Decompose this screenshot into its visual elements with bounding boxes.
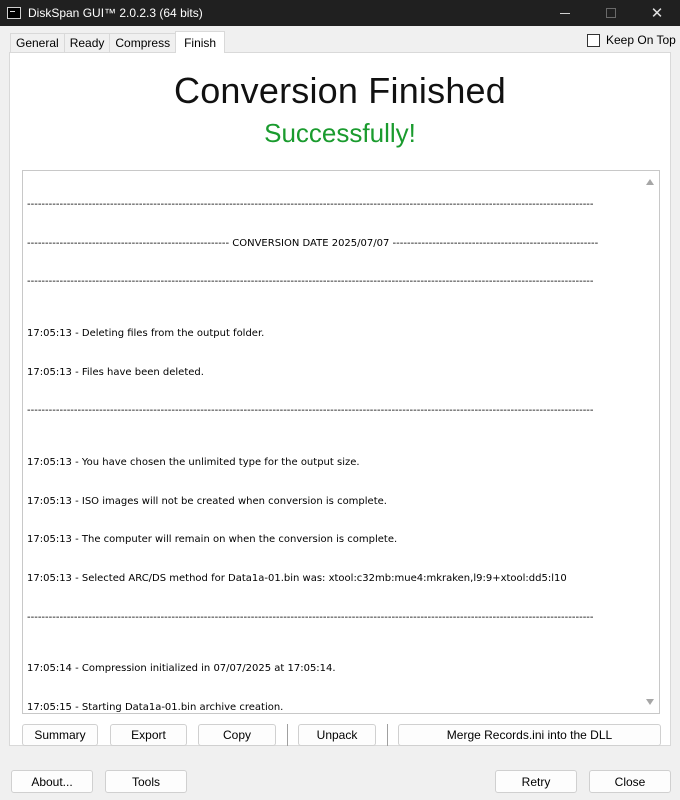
minimize-icon bbox=[560, 13, 570, 14]
merge-records-button[interactable]: Merge Records.ini into the DLL bbox=[398, 724, 661, 746]
log-line: 17:05:13 - Deleting files from the output folder. bbox=[27, 327, 265, 339]
close-icon: ✕ bbox=[650, 5, 664, 22]
log-line: 17:05:13 - Files have been deleted. bbox=[27, 366, 204, 378]
about-button[interactable]: About... bbox=[11, 770, 93, 793]
window-title: DiskSpan GUI™ 2.0.2.3 (64 bits) bbox=[28, 6, 203, 20]
maximize-icon bbox=[606, 8, 616, 18]
tab-bar bbox=[10, 32, 225, 53]
copy-button[interactable]: Copy bbox=[198, 724, 276, 746]
keep-on-top-toggle[interactable] bbox=[587, 33, 676, 47]
conversion-log[interactable] bbox=[22, 170, 660, 714]
log-line: 17:05:13 - You have chosen the unlimited type for the output size. bbox=[27, 456, 360, 468]
log-separator: ------------------------------------------------------------------------------------------------------------------------------------------------------------- bbox=[27, 198, 594, 210]
scroll-down-icon[interactable] bbox=[646, 699, 654, 705]
scroll-up-icon[interactable] bbox=[646, 179, 654, 185]
log-scrollbar[interactable] bbox=[642, 171, 659, 713]
log-separator: ------------------------------------------------------------------------------------------------------------------------------------------------------------- bbox=[27, 276, 594, 288]
maximize-button[interactable] bbox=[588, 0, 634, 26]
separator bbox=[287, 724, 288, 746]
summary-button[interactable]: Summary bbox=[22, 724, 98, 746]
keep-on-top-label: Keep On Top bbox=[606, 33, 676, 47]
close-window-button[interactable] bbox=[634, 0, 680, 26]
tab-general[interactable]: General bbox=[10, 33, 64, 53]
retry-button[interactable]: Retry bbox=[495, 770, 577, 793]
log-date-header: -------------------------------------------------------- CONVERSION DATE 2025/07/07 --------------------------------------------------------- bbox=[27, 237, 599, 249]
log-line: 17:05:13 - ISO images will not be created when conversion is complete. bbox=[27, 495, 387, 507]
log-line: 17:05:15 - Starting Data1a-01.bin archive creation. bbox=[27, 701, 284, 713]
page-title: Conversion Finished bbox=[174, 70, 506, 111]
log-separator: ------------------------------------------------------------------------------------------------------------------------------------------------------------- bbox=[27, 611, 594, 623]
tools-button[interactable]: Tools bbox=[105, 770, 187, 793]
terminal-icon bbox=[7, 7, 21, 19]
log-text bbox=[27, 173, 637, 714]
title-bar bbox=[0, 0, 680, 26]
log-line: 17:05:14 - Compression initialized in 07/07/2025 at 17:05:14. bbox=[27, 663, 336, 675]
tab-compress[interactable]: Compress bbox=[109, 33, 175, 53]
close-button[interactable]: Close bbox=[589, 770, 671, 793]
tab-ready[interactable]: Ready bbox=[64, 33, 110, 53]
success-subtitle: Successfully! bbox=[264, 118, 416, 148]
keep-on-top-checkbox[interactable] bbox=[587, 34, 600, 47]
unpack-button[interactable]: Unpack bbox=[298, 724, 376, 746]
tab-finish[interactable]: Finish bbox=[175, 31, 225, 53]
window-client bbox=[0, 26, 680, 800]
separator bbox=[387, 724, 388, 746]
log-line: 17:05:13 - The computer will remain on when the conversion is complete. bbox=[27, 534, 398, 546]
log-line: 17:05:13 - Selected ARC/DS method for Data1a-01.bin was: xtool:c32mb:mue4:mkraken,l9:9+xtool:dd5:l10 bbox=[27, 572, 567, 584]
log-separator: ------------------------------------------------------------------------------------------------------------------------------------------------------------- bbox=[27, 405, 594, 417]
minimize-button[interactable] bbox=[542, 0, 588, 26]
window-controls bbox=[542, 0, 680, 26]
export-button[interactable]: Export bbox=[110, 724, 187, 746]
